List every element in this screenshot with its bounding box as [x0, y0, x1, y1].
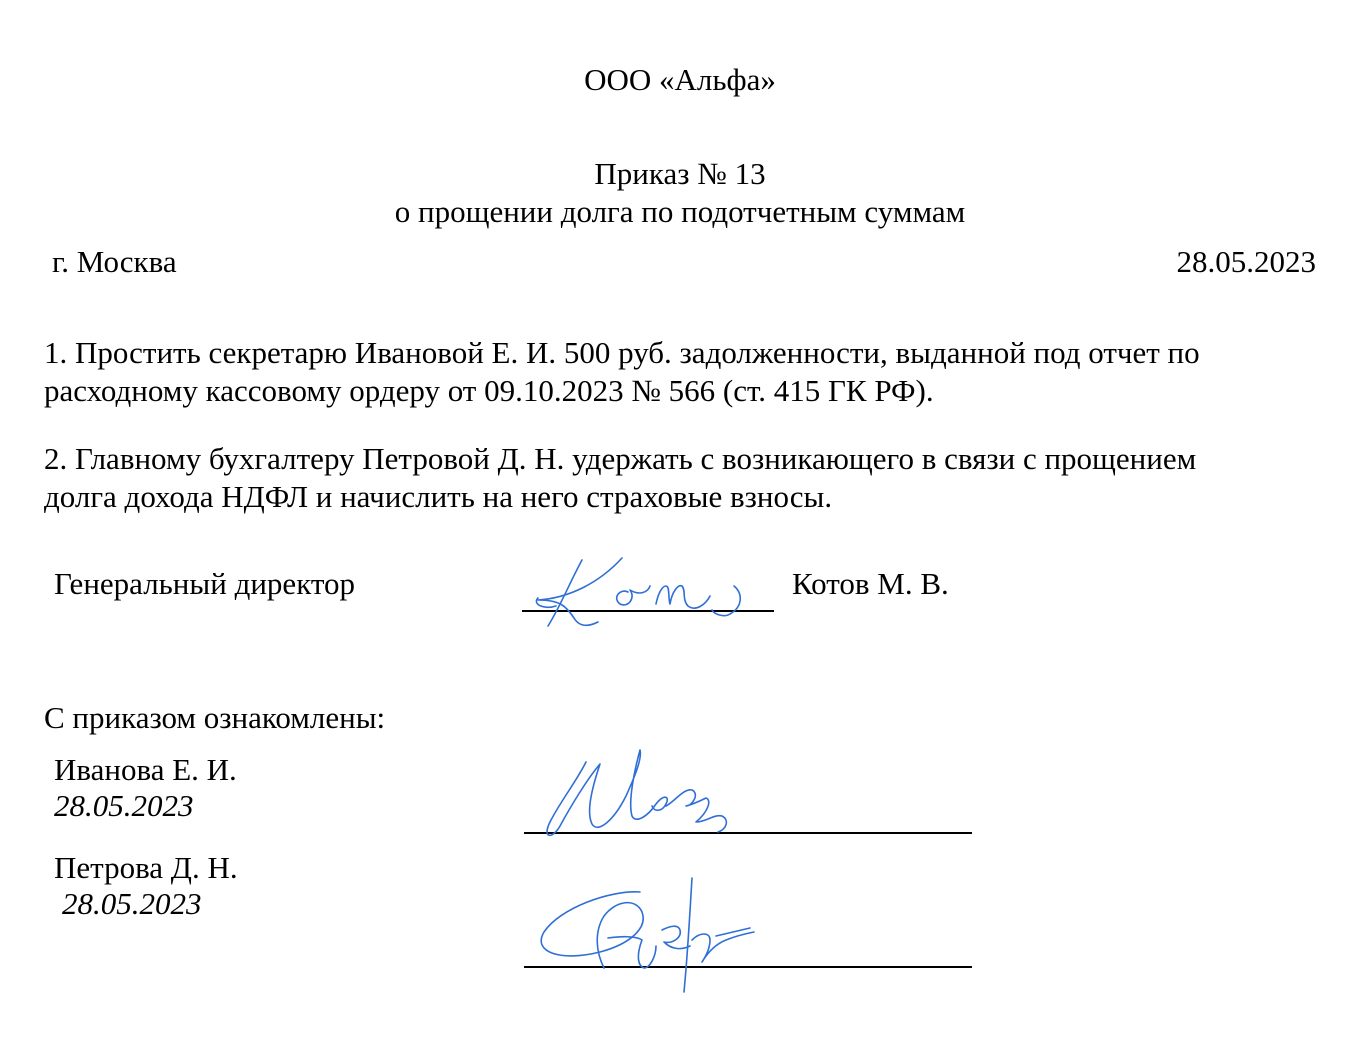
order-date: 28.05.2023	[1176, 244, 1316, 279]
signatory-name: Котов М. В.	[792, 566, 949, 601]
acknowledged-date-1: 28.05.2023	[54, 788, 194, 823]
order-item-2	[44, 440, 1344, 516]
order-item-1-line-1: 1. Простить секретарю Ивановой Е. И. 500 руб. задолженности, выданной под отчет по	[44, 335, 1200, 370]
order-item-2-line-1: 2. Главному бухгалтеру Петровой Д. Н. удержать с возникающего в связи с прощением	[44, 441, 1197, 476]
acknowledged-heading: С приказом ознакомлены:	[44, 700, 386, 735]
order-item-1	[44, 334, 1344, 410]
order-city: г. Москва	[52, 244, 177, 279]
acknowledged-signature-2	[530, 870, 770, 1000]
acknowledged-date-2: 28.05.2023	[62, 886, 202, 921]
signatory-position: Генеральный директор	[54, 566, 355, 601]
order-title: Приказ № 13	[594, 156, 766, 191]
director-signature	[530, 552, 760, 632]
order-item-1-line-2: расходному кассовому ордеру от 09.10.2023 № 566 (ст. 415 ГК РФ).	[44, 373, 934, 408]
acknowledged-name-2: Петрова Д. Н.	[54, 850, 238, 885]
order-subject: о прощении долга по подотчетным суммам	[394, 194, 966, 229]
order-item-2-line-2: долга дохода НДФЛ и начислить на него страховые взносы.	[44, 479, 833, 514]
organization-name: ООО «Альфа»	[584, 62, 776, 97]
acknowledged-signature-1	[536, 742, 746, 852]
acknowledged-name-1: Иванова Е. И.	[54, 752, 237, 787]
